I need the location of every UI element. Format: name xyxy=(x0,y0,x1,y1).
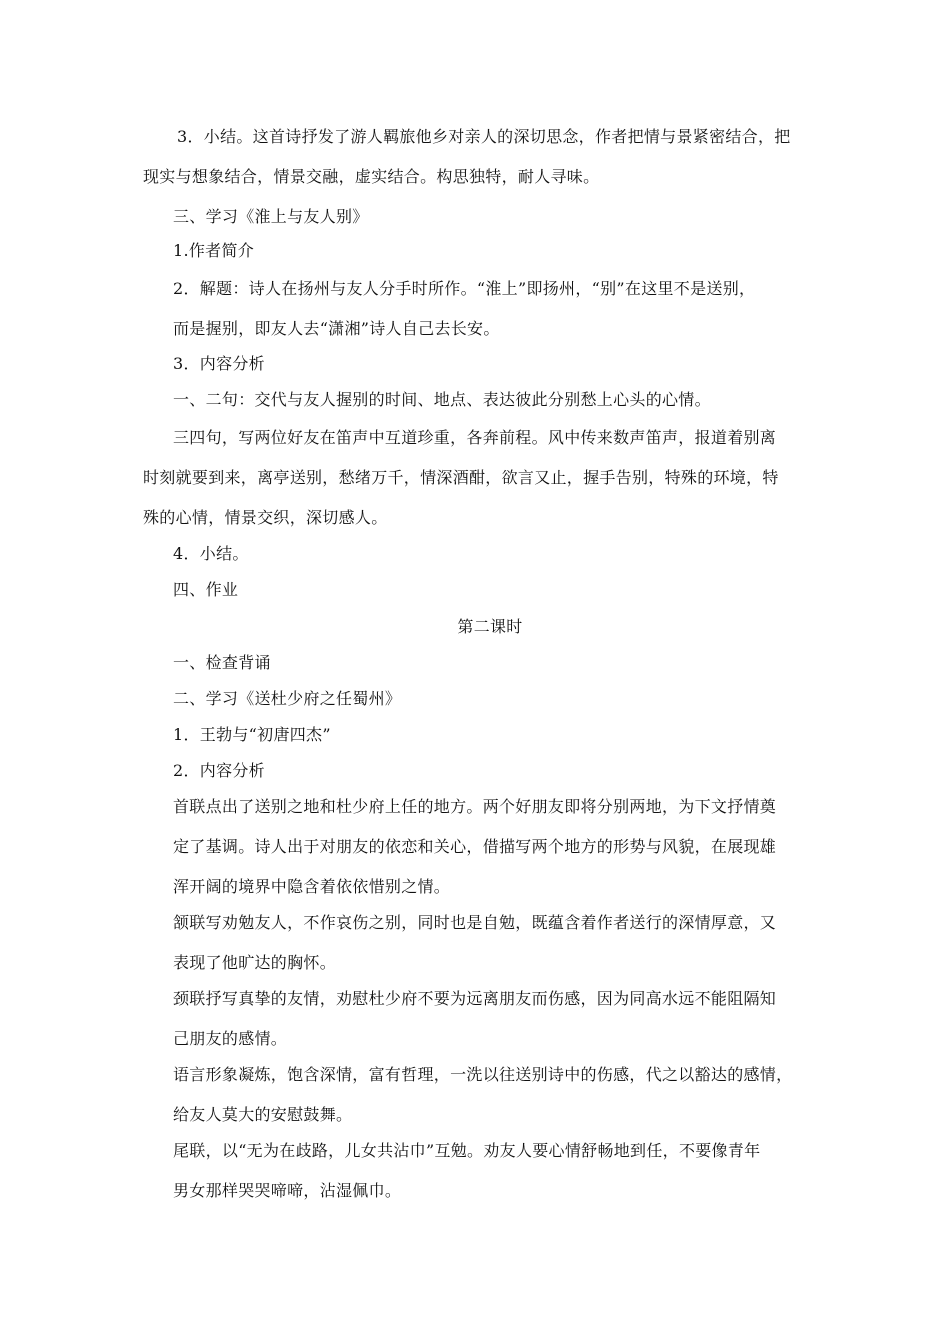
section-heading: 二、学习《送杜少府之任蜀州》 xyxy=(173,689,402,708)
lesson-title: 第二课时 xyxy=(457,617,523,636)
text-line: 己朋友的感情。 xyxy=(173,1029,288,1048)
text-line: 首联点出了送别之地和杜少府上任的地方。两个好朋友即将分别两地，为下文抒情奠 xyxy=(173,797,777,816)
text-line: 表现了他旷达的胸怀。 xyxy=(173,953,337,972)
text-line: 给友人莫大的安慰鼓舞。 xyxy=(173,1105,353,1124)
list-item: 4．小结。 xyxy=(173,544,249,563)
text-line: 三四句，写两位好友在笛声中互道珍重，各奔前程。风中传来数声笛声，报道着别离 xyxy=(173,428,777,447)
text-line: 颔联写劝勉友人，不作哀伤之别，同时也是自勉，既蕴含着作者送行的深情厚意，又 xyxy=(173,913,777,932)
text-line: 男女那样哭哭啼啼，沾湿佩巾。 xyxy=(173,1181,402,1200)
text-line: 语言形象凝炼，饱含深情，富有哲理，一洗以往送别诗中的伤感，代之以豁达的感情， xyxy=(173,1065,793,1084)
list-item: 2．内容分析 xyxy=(173,761,265,780)
text-line: 尾联，以“无为在歧路，儿女共沾巾”互勉。劝友人要心情舒畅地到任，不要像青年 xyxy=(173,1141,761,1160)
text-line: 3．小结。这首诗抒发了游人羁旅他乡对亲人的深切思念，作者把情与景紧密结合，把 xyxy=(177,127,791,146)
text-line: 浑开阔的境界中隐含着依依惜别之情。 xyxy=(173,877,451,896)
text-line: 时刻就要到来，离亭送别，愁绪万千，情深酒酣，欲言又止，握手告别，特殊的环境，特 xyxy=(143,468,779,487)
text-line: 颈联抒写真挚的友情，劝慰杜少府不要为远离朋友而伤感，因为同高水远不能阻隔知 xyxy=(173,989,777,1008)
section-heading: 一、检查背诵 xyxy=(173,653,271,672)
text-line: 而是握别，即友人去“潇湘”诗人自己去长安。 xyxy=(173,319,500,338)
section-heading: 四、作业 xyxy=(173,580,239,599)
section-heading: 三、学习《淮上与友人别》 xyxy=(173,207,369,226)
text-line: 一、二句：交代与友人握别的时间、地点、表达彼此分别愁上心头的心情。 xyxy=(173,390,711,409)
list-item: 3．内容分析 xyxy=(173,354,265,373)
list-item: 1．王勃与“初唐四杰” xyxy=(173,725,331,744)
text-line: 殊的心情，情景交织，深切感人。 xyxy=(143,508,388,527)
list-item: 1.作者简介 xyxy=(173,241,255,260)
text-line: 现实与想象结合，情景交融，虚实结合。构思独特，耐人寻味。 xyxy=(143,167,600,186)
list-item: 2．解题：诗人在扬州与友人分手时所作。“淮上”即扬州，“别”在这里不是送别， xyxy=(173,279,756,298)
text-line: 定了基调。诗人出于对朋友的依恋和关心，借描写两个地方的形势与风貌，在展现雄 xyxy=(173,837,777,856)
